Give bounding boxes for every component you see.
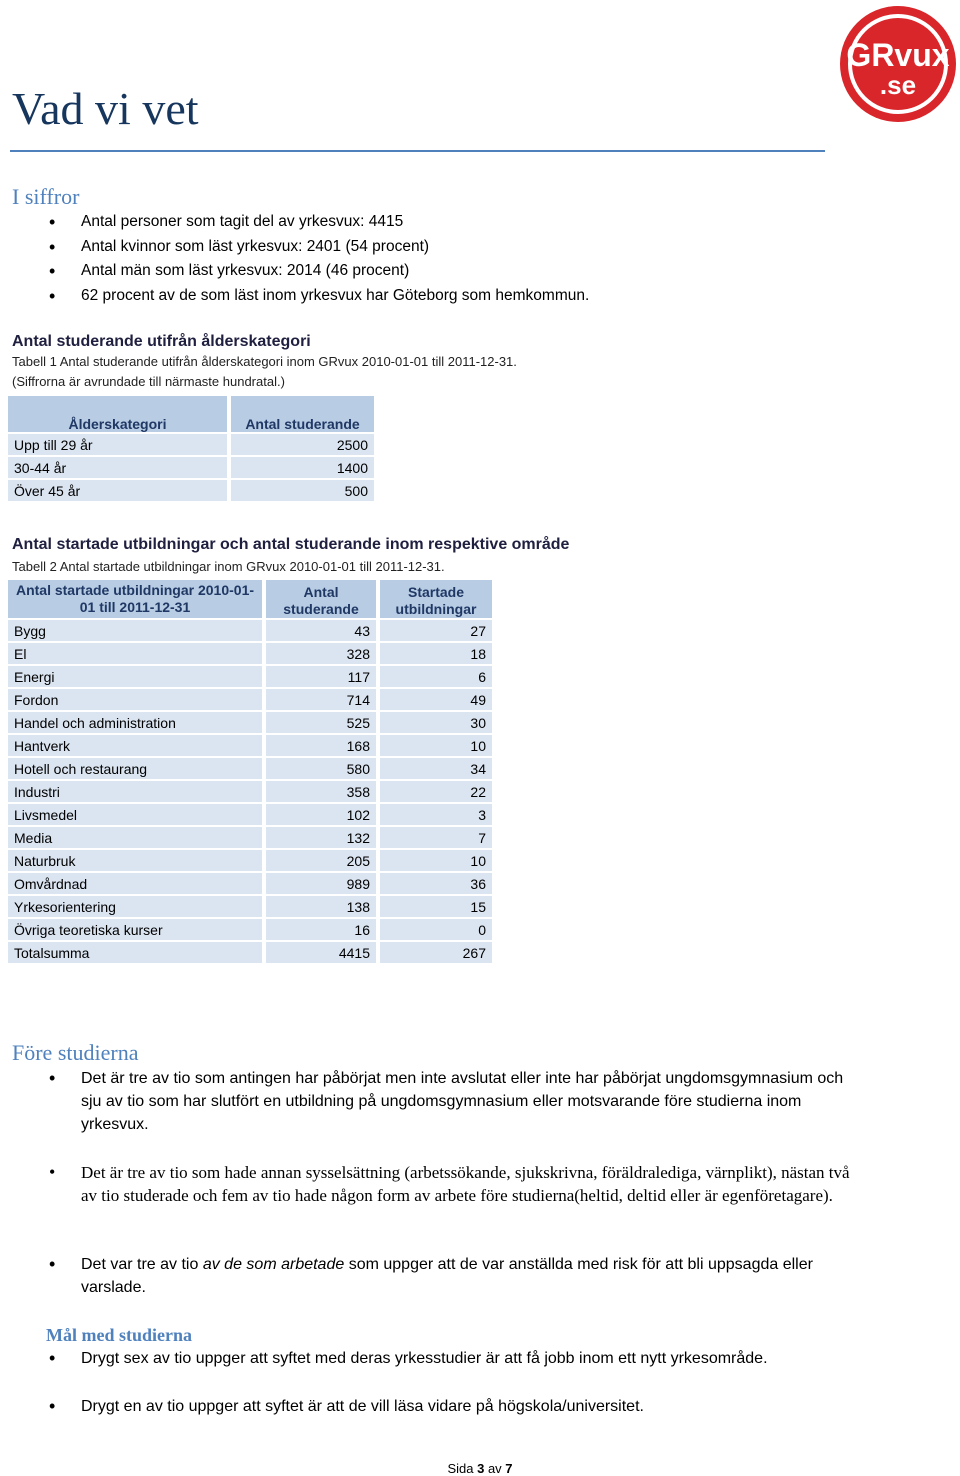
table-cell: 0 <box>380 919 492 940</box>
table1-caption: Tabell 1 Antal studerande utifrån ålderskategori inom GRvux 2010-01-01 till 2011-12-31. <box>12 354 517 369</box>
table-cell: Totalsumma <box>8 942 262 963</box>
table-cell: 205 <box>266 850 376 871</box>
table-cell: Över 45 år <box>8 480 227 501</box>
table-header: Antal startade utbildningar 2010-01-01 till 2011-12-31 <box>8 580 262 618</box>
title-divider <box>10 150 825 152</box>
fore-list-2 <box>11 1161 851 1207</box>
table-row <box>8 434 374 455</box>
table-row <box>8 758 492 779</box>
section-heading-mal: Mål med studierna <box>46 1325 192 1345</box>
table-cell: Handel och administration <box>8 712 262 733</box>
table-row <box>8 666 492 687</box>
mal-list <box>11 1347 871 1370</box>
emphasis: av de som arbetade <box>202 1256 345 1273</box>
list-item: • Drygt sex av tio uppger att syftet med deras yrkesstudier är att få jobb inom ett nytt yrkesområde. <box>11 1347 871 1370</box>
table-cell: Omvårdnad <box>8 873 262 894</box>
svg-text:GRvux: GRvux <box>846 37 950 73</box>
list-item: • Drygt en av tio uppger att syftet är att de vill läsa vidare på högskola/universitet. <box>11 1395 871 1418</box>
table-cell: 18 <box>380 643 492 664</box>
table-cell: 15 <box>380 896 492 917</box>
table-cell: 22 <box>380 781 492 802</box>
page-footer: Sida 3 av 7 <box>447 1461 513 1476</box>
table-row <box>8 712 492 733</box>
fore-list-3 <box>11 1253 851 1299</box>
table-cell: 4415 <box>266 942 376 963</box>
fore-list <box>11 1067 851 1136</box>
list-item: • Det var tre av tio av de som arbetade som uppger att de var anställda med risk för att bli uppsagda eller varslade. <box>11 1253 851 1299</box>
education-area-table <box>4 578 496 965</box>
table-row <box>8 457 374 478</box>
table-cell: 102 <box>266 804 376 825</box>
table2-heading: Antal startade utbildningar och antal studerande inom respektive område <box>12 536 570 553</box>
table-cell: 500 <box>231 480 374 501</box>
table-cell: 358 <box>266 781 376 802</box>
table-cell: 580 <box>266 758 376 779</box>
table-cell: 10 <box>380 850 492 871</box>
table-cell: 30 <box>380 712 492 733</box>
table2-caption: Tabell 2 Antal startade utbildningar inom GRvux 2010-01-01 till 2011-12-31. <box>12 559 445 574</box>
siffror-list <box>11 210 911 308</box>
table-row <box>8 919 492 940</box>
table-row <box>8 781 492 802</box>
age-category-table <box>4 394 378 503</box>
grvux-logo <box>838 4 958 124</box>
table-row <box>8 827 492 848</box>
table-row <box>8 689 492 710</box>
table-cell: 16 <box>266 919 376 940</box>
list-item: • Antal kvinnor som läst yrkesvux: 2401 (54 procent) <box>11 235 911 260</box>
page-number: 3 <box>477 1461 485 1476</box>
table-header: Antal studerande <box>231 396 374 432</box>
table-cell: Fordon <box>8 689 262 710</box>
table-cell: Livsmedel <box>8 804 262 825</box>
table-row <box>8 804 492 825</box>
list-item: • Antal personer som tagit del av yrkesvux: 4415 <box>11 210 911 235</box>
table-cell: 2500 <box>231 434 374 455</box>
section-heading-siffror: I siffror <box>12 184 80 209</box>
table-cell: 6 <box>380 666 492 687</box>
page-total: 7 <box>505 1461 513 1476</box>
table-header: Startade utbildningar <box>380 580 492 618</box>
table1-caption-note: (Siffrorna är avrundade till närmaste hundratal.) <box>12 374 285 389</box>
svg-text:.se: .se <box>879 70 917 100</box>
table-cell: Bygg <box>8 620 262 641</box>
table-row <box>8 850 492 871</box>
table-cell: Övriga teoretiska kurser <box>8 919 262 940</box>
table-cell: 10 <box>380 735 492 756</box>
table-cell: Yrkesorientering <box>8 896 262 917</box>
table-cell: 30-44 år <box>8 457 227 478</box>
table-cell: Hantverk <box>8 735 262 756</box>
table-cell: 27 <box>380 620 492 641</box>
list-item: • Det är tre av tio som hade annan sysselsättning (arbetssökande, sjukskrivna, föräldralediga, värnplikt), nästan två av tio studerade och fem av tio hade någon form av arbete före studierna(heltid, deltid eller är egenföretagare). <box>11 1161 851 1207</box>
table-cell: Energi <box>8 666 262 687</box>
table-cell: Upp till 29 år <box>8 434 227 455</box>
section-heading-fore: Före studierna <box>12 1040 139 1065</box>
table-cell: 43 <box>266 620 376 641</box>
page-title: Vad vi vet <box>12 83 199 134</box>
table-cell: 7 <box>380 827 492 848</box>
table-row <box>8 643 492 664</box>
table-cell: Industri <box>8 781 262 802</box>
list-item: • Det är tre av tio som antingen har påbörjat men inte avslutat eller inte har påbörjat ungdomsgymnasium och sju av tio som har slutfört en utbildning på ungdomsgymnasium eller motsvarande före studierna inom yrkesvux. <box>11 1067 851 1136</box>
table-row <box>8 942 492 963</box>
table-cell: 34 <box>380 758 492 779</box>
list-item: • 62 procent av de som läst inom yrkesvux har Göteborg som hemkommun. <box>11 284 911 309</box>
mal-list-2 <box>11 1395 871 1418</box>
table-cell: Naturbruk <box>8 850 262 871</box>
table-header: Antal studerande <box>266 580 376 618</box>
table-row <box>8 620 492 641</box>
table-header: Ålderskategori <box>8 396 227 432</box>
table-cell: 525 <box>266 712 376 733</box>
table-cell: Hotell och restaurang <box>8 758 262 779</box>
table-cell: 36 <box>380 873 492 894</box>
table-cell: 328 <box>266 643 376 664</box>
table-cell: 3 <box>380 804 492 825</box>
table1-heading: Antal studerande utifrån ålderskategori <box>12 333 311 350</box>
list-item: • Antal män som läst yrkesvux: 2014 (46 procent) <box>11 259 911 284</box>
table-cell: Media <box>8 827 262 848</box>
table-row <box>8 735 492 756</box>
table-cell: 714 <box>266 689 376 710</box>
table-cell: 1400 <box>231 457 374 478</box>
table-row <box>8 480 374 501</box>
table-cell: 132 <box>266 827 376 848</box>
table-row <box>8 896 492 917</box>
table-cell: 267 <box>380 942 492 963</box>
table-row <box>8 873 492 894</box>
table-cell: 168 <box>266 735 376 756</box>
table-cell: 138 <box>266 896 376 917</box>
table-cell: 117 <box>266 666 376 687</box>
table-cell: 49 <box>380 689 492 710</box>
table-cell: 989 <box>266 873 376 894</box>
table-cell: El <box>8 643 262 664</box>
